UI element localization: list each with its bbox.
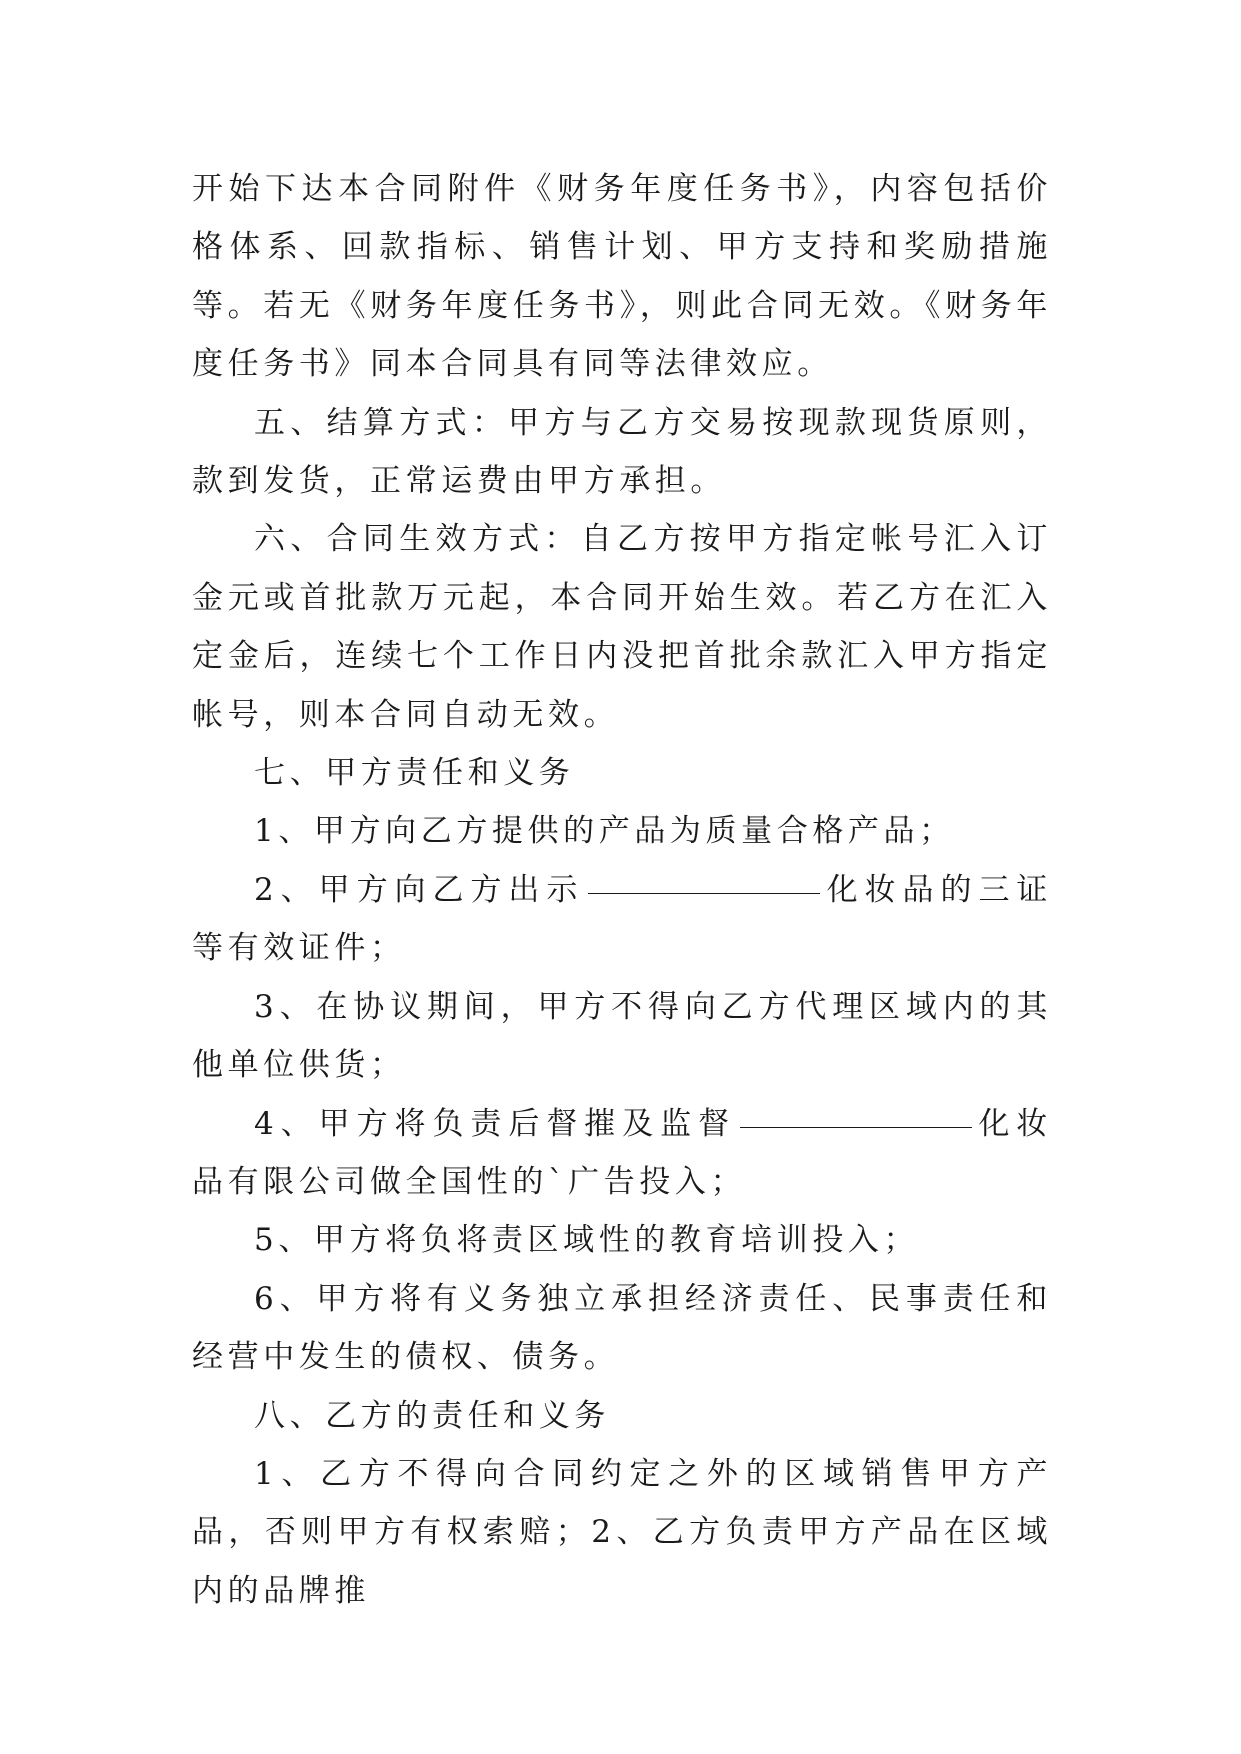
document-body	[192, 160, 1052, 1620]
clause-a-4-before: 4、甲方将负责后督摧及监督	[254, 1105, 737, 1142]
clause-a-1: 1、甲方向乙方提供的产品为质量合格产品；	[254, 813, 955, 850]
clause-b-1-2: 1、乙方不得向合同约定之外的区域销售甲方产品，否则甲方有权索赔；2、乙方负责甲方产品在区域内的品牌推	[192, 1455, 1052, 1609]
paragraph-task-book: 开始下达本合同附件《财务年度任务书》，内容包括价格体系、回款指标、销售计划、甲方支持和奖励措施等。若无《财务年度任务书》，则此合同无效。《财务年度任务书》同本合同具有同等法律效应。	[192, 171, 1052, 383]
clause-a-3: 3、在协议期间，甲方不得向乙方代理区域内的其他单位供货；	[192, 988, 1052, 1084]
fill-in-blank-line	[740, 1126, 972, 1128]
heading-party-b-duties: 八、乙方的责任和义务	[254, 1397, 610, 1434]
clause-a-4	[192, 1095, 1052, 1212]
paragraph-settlement-method: 五、结算方式：甲方与乙方交易按现款现货原则，款到发货，正常运费由甲方承担。	[192, 404, 1052, 500]
heading-party-a-duties: 七、甲方责任和义务	[254, 755, 575, 792]
paragraph-effective-method: 六、合同生效方式：自乙方按甲方指定帐号汇入订金元或首批款万元起，本合同开始生效。若乙方在汇入定金后，连续七个工作日内没把首批余款汇入甲方指定帐号，则本合同自动无效。	[192, 521, 1052, 733]
clause-a-6: 6、甲方将有义务独立承担经济责任、民事责任和经营中发生的债权、债务。	[192, 1280, 1052, 1376]
clause-a-4-after: 化妆品有限公司做全国性的`广告投入；	[192, 1105, 1052, 1200]
fill-in-blank-line	[588, 892, 820, 894]
clause-a-2-after: 化妆品的三证等有效证件；	[192, 871, 1053, 967]
clause-a-2-before: 2、甲方向乙方出示	[254, 871, 585, 908]
clause-a-5: 5、甲方将负将责区域性的教育培训投入；	[254, 1222, 920, 1259]
clause-a-2	[192, 861, 1052, 978]
